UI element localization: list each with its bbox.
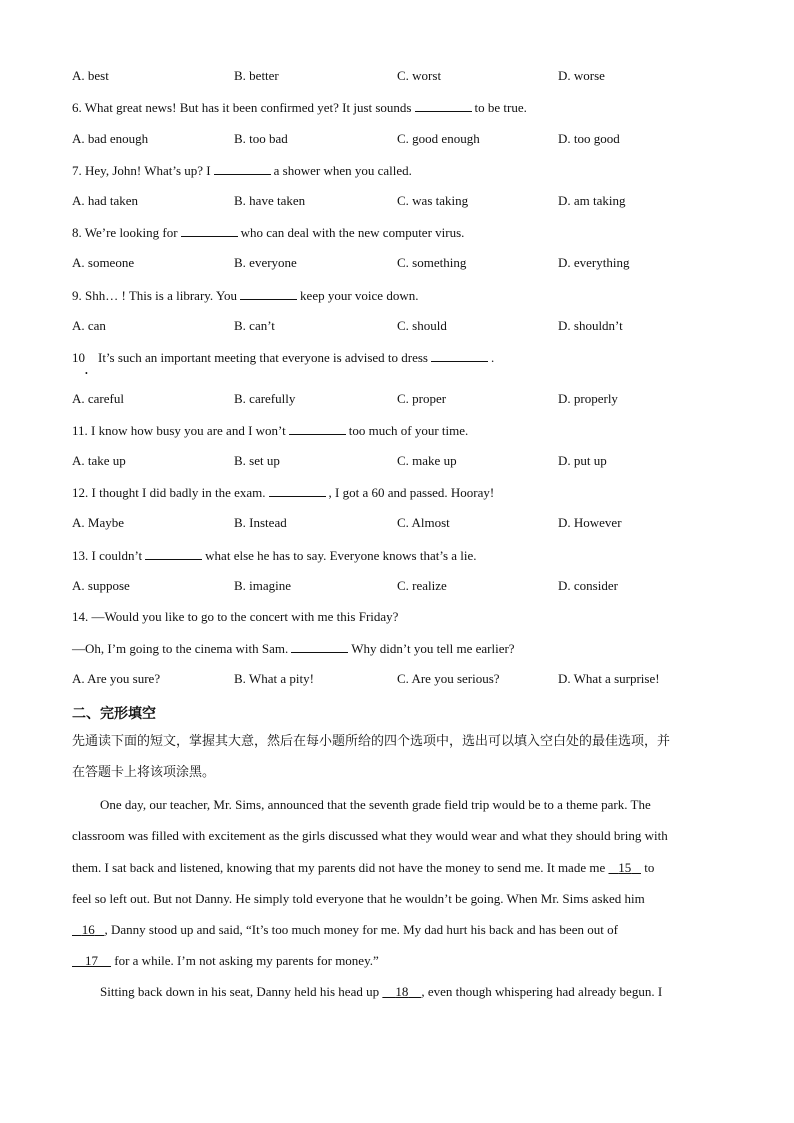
q13-option-d[interactable]: D. consider [558, 578, 618, 593]
q14-options [0, 671, 794, 687]
cloze-blank-16[interactable]: 16 [81, 922, 95, 937]
q10-option-a[interactable]: A. careful [72, 391, 124, 406]
answer-blank [145, 547, 202, 560]
q10-option-b[interactable]: B. carefully [234, 391, 296, 406]
answer-blank [289, 422, 346, 435]
passage-line: classroom was filled with excitement as the girls discussed what they would wear and what they should bring with [72, 828, 668, 843]
q13-stem: 13. I couldn’t what else he has to say. Everyone knows that’s a lie. [72, 548, 477, 563]
q9-option-b[interactable]: B. can’t [234, 318, 275, 333]
answer-blank [431, 349, 488, 362]
passage-line: Sitting back down in his seat, Danny held his head up 18 , even though whispering had already begun. I [100, 984, 663, 999]
cloze-blank-15[interactable]: 15 [618, 860, 632, 875]
answer-blank [181, 224, 238, 237]
q7-option-b[interactable]: B. have taken [234, 193, 306, 208]
q11-option-c[interactable]: C. make up [397, 453, 457, 468]
q6-options [0, 131, 794, 147]
q7-stem: 7. Hey, John! What’s up? I a shower when you called. [72, 163, 412, 178]
passage-line: One day, our teacher, Mr. Sims, announced that the seventh grade field trip would be to a theme park. The [100, 797, 651, 812]
q8-stem: 8. We’re looking for who can deal with the new computer virus. [72, 225, 465, 240]
passage-line: 16 , Danny stood up and said, “It’s too much money for me. My dad hurt his back and has been out of [72, 922, 618, 938]
q12-option-c[interactable]: C. Almost [397, 515, 450, 530]
q11-option-b[interactable]: B. set up [234, 453, 280, 468]
q12-option-b[interactable]: B. Instead [234, 515, 287, 530]
q11-option-a[interactable]: A. take up [72, 453, 126, 468]
q13-option-b[interactable]: B. imagine [234, 578, 292, 593]
q7-option-a[interactable]: A. had taken [72, 193, 139, 208]
q7-option-c[interactable]: C. was taking [397, 193, 469, 208]
q6-option-b[interactable]: B. too bad [234, 131, 288, 146]
q14-option-d[interactable]: D. What a surprise! [558, 671, 660, 686]
q6-option-c[interactable]: C. good enough [397, 131, 480, 146]
q14-option-b[interactable]: B. What a pity! [234, 671, 314, 686]
q9-option-d[interactable]: D. shouldn’t [558, 318, 623, 333]
q12-option-d[interactable]: D. However [558, 515, 622, 530]
q8-option-a[interactable]: A. someone [72, 255, 135, 270]
q7-options [0, 193, 794, 209]
q8-option-c[interactable]: C. something [397, 255, 467, 270]
cloze-blank-17[interactable]: 17 [85, 953, 98, 968]
q14-stem-line1: 14. —Would you like to go to the concert with me this Friday? [72, 609, 399, 624]
q5-option-a[interactable]: A. best [72, 68, 109, 83]
q6-stem: 6. What great news! But has it been confirmed yet? It just sounds to be true. [72, 100, 527, 115]
q13-option-a[interactable]: A. suppose [72, 578, 130, 593]
passage-line: 17 for a while. I’m not asking my parents for money.” [72, 953, 379, 969]
q14-option-c[interactable]: C. Are you serious? [397, 671, 500, 686]
q12-options [0, 515, 794, 531]
section-instructions-line2: 在答题卡上将该项涂黑。 [72, 765, 216, 780]
q9-option-a[interactable]: A. can [72, 318, 106, 333]
answer-blank [240, 287, 297, 300]
passage-line: them. I sat back and listened, knowing that my parents did not have the money to send me. It made me 15 to [72, 860, 655, 875]
q6-option-d[interactable]: D. too good [558, 131, 620, 146]
q11-stem: 11. I know how busy you are and I won’t too much of your time. [72, 423, 469, 438]
q10-option-c[interactable]: C. proper [397, 391, 447, 406]
q14-option-a[interactable]: A. Are you sure? [72, 671, 161, 686]
q11-options [0, 453, 794, 469]
q9-option-c[interactable]: C. should [397, 318, 447, 333]
q5-option-b[interactable]: B. better [234, 68, 279, 83]
q5-option-c[interactable]: C. worst [397, 68, 442, 83]
q10-option-d[interactable]: D. properly [558, 391, 618, 406]
q13-option-c[interactable]: C. realize [397, 578, 447, 593]
section-title: 二、完形填空 [72, 706, 156, 722]
answer-blank [214, 162, 271, 175]
q5-option-d[interactable]: D. worse [558, 68, 605, 83]
passage-line: feel so left out. But not Danny. He simply told everyone that he wouldn’t be going. When Mr. Sims asked him [72, 891, 645, 906]
q6-option-a[interactable]: A. bad enough [72, 131, 149, 146]
q9-stem: 9. Shh… ! This is a library. You keep your voice down. [72, 288, 419, 303]
q11-option-d[interactable]: D. put up [558, 453, 607, 468]
q14-stem-line2: —Oh, I’m going to the cinema with Sam. Why didn’t you tell me earlier? [72, 641, 515, 656]
answer-blank [269, 484, 326, 497]
q10-stem: 10 It’s such an important meeting that everyone is advised to dress . [72, 350, 495, 365]
q7-option-d[interactable]: D. am taking [558, 193, 626, 208]
q12-stem: 12. I thought I did badly in the exam. , I got a 60 and passed. Hooray! [72, 485, 495, 500]
q13-options [0, 578, 794, 594]
q9-options [0, 318, 794, 334]
q12-option-a[interactable]: A. Maybe [72, 515, 124, 530]
q8-option-d[interactable]: D. everything [558, 255, 630, 270]
q8-options [0, 255, 794, 271]
stray-dot-mark: • [85, 369, 88, 378]
q10-options [0, 391, 794, 407]
q8-option-b[interactable]: B. everyone [234, 255, 297, 270]
cloze-blank-18[interactable]: 18 [395, 984, 409, 999]
section-instructions-line1: 先通读下面的短文，掌握其大意，然后在每小题所给的四个选项中，选出可以填入空白处的最佳选项，并 [72, 734, 671, 749]
answer-blank [291, 640, 348, 653]
q5-options [0, 68, 794, 84]
answer-blank [415, 99, 472, 112]
